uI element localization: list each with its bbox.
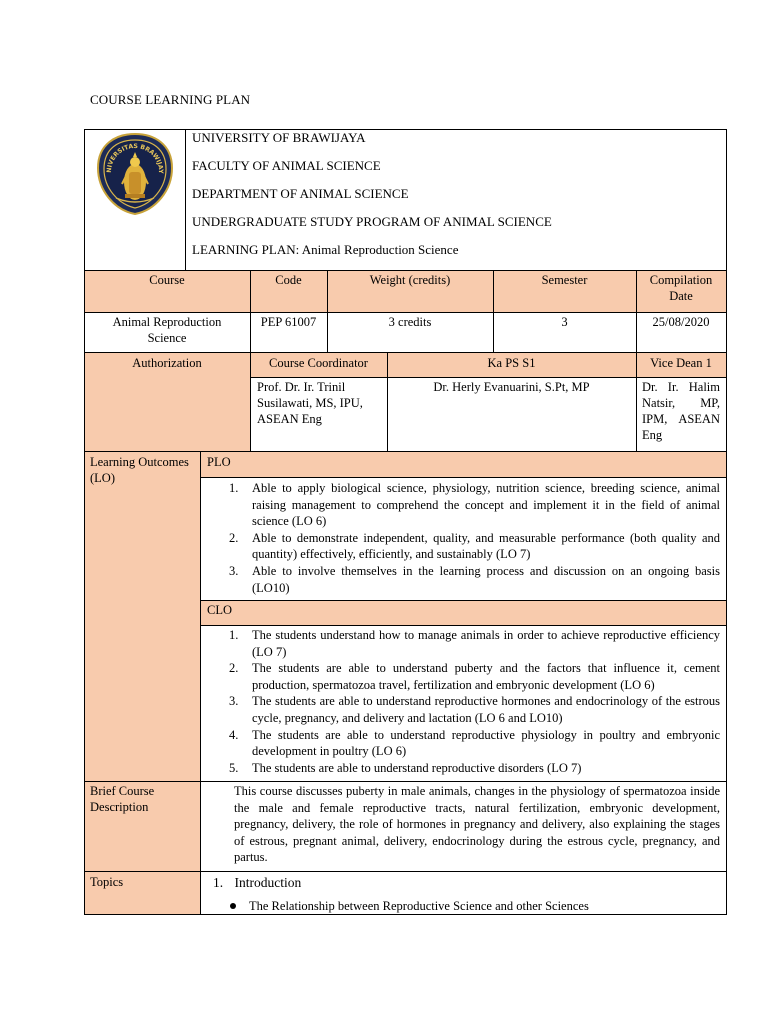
course-header: Course — [149, 273, 185, 287]
plo-item: 1. Able to apply biological science, physiology, nutrition science, breeding science, animal raising management to comprehend the concept and implement it in the field of animal science (LO 6) — [229, 481, 720, 529]
university-name: UNIVERSITY OF BRAWIJAYA — [192, 130, 366, 145]
topic-number: 1. — [213, 875, 224, 890]
clo-label: CLO — [207, 603, 232, 617]
learning-outcomes-label: Learning Outcomes (LO) — [90, 455, 189, 485]
description-label: Brief Course Description — [90, 784, 155, 814]
study-program: UNDERGRADUATE STUDY PROGRAM OF ANIMAL SCIENCE — [192, 214, 552, 229]
clo-item: 2. The students are able to understand puberty and the factors that influence it, cement production, spermatozoa travel, fertilization and embryonic development (LO 6) — [229, 661, 720, 692]
learning-plan-name: Animal Reproduction Science — [301, 242, 459, 257]
code-header: Code — [275, 273, 302, 287]
clo-item-text: The students are able to understand reproductive hormones and endocrinology of the estrous cycle, pregnancy, and delivery and lactation (LO 6 and LO10) — [252, 694, 720, 725]
learning-plan-line — [192, 242, 458, 258]
faculty-name: FACULTY OF ANIMAL SCIENCE — [192, 158, 381, 173]
rule — [185, 129, 186, 271]
clo-list — [200, 627, 720, 776]
plo-item-text: Able to apply biological science, physiology, nutrition science, breeding science, animal raising management to comprehend the concept and implement it in the field of animal science (LO 6) — [252, 481, 720, 529]
department-name: DEPARTMENT OF ANIMAL SCIENCE — [192, 186, 409, 201]
university-logo — [96, 132, 174, 216]
authorization-label: Authorization — [132, 356, 202, 370]
clo-item-text: The students understand how to manage animals in order to achieve reproductive efficiency (LO 7) — [252, 628, 720, 659]
weight-header: Weight (credits) — [369, 273, 451, 287]
semester-header: Semester — [541, 273, 588, 287]
learning-plan-label: LEARNING PLAN: — [192, 242, 300, 257]
plo-item-text: Able to demonstrate independent, quality, and measurable performance (both quality and quantity) effectively, efficiently, and sustainably (LO 7) — [252, 530, 720, 562]
clo-item-text: The students are able to understand puberty and the factors that influence it, cement production, spermatozoa travel, fertilization and embryonic development (LO 6) — [252, 661, 720, 692]
clo-item: 5. The students are able to understand reproductive disorders (LO 7) — [229, 760, 582, 775]
course-coordinator-role: Course Coordinator — [269, 356, 368, 370]
vice-dean-role: Vice Dean 1 — [650, 356, 712, 370]
rule — [200, 625, 727, 626]
semester-value: 3 — [561, 315, 568, 329]
course-code-value: PEP 61007 — [260, 315, 317, 329]
plo-item: 3. Able to involve themselves in the learning process and discussion on an ongoing basis (LO10) — [229, 563, 720, 595]
clo-item: 1. The students understand how to manage animals in order to achieve reproductive efficiency (LO 7) — [229, 628, 720, 659]
topic-title: Introduction — [234, 875, 302, 890]
rule — [84, 451, 727, 452]
rule — [84, 312, 727, 313]
bullet-icon — [230, 903, 236, 909]
vice-dean-name: Dr. Ir. Halim Natsir, MP, IPM, ASEAN Eng — [642, 380, 720, 442]
subtopic-text: The Relationship between Reproductive Science and other Sciences — [249, 899, 589, 913]
course-coordinator-name: Prof. Dr. Ir. Trinil Susilawati, MS, IPU, ASEAN Eng — [257, 380, 363, 426]
plo-label: PLO — [207, 455, 231, 469]
document-title: COURSE LEARNING PLAN — [90, 92, 251, 107]
seal-text: NIVERSITAS BRAWIJAY — [105, 142, 165, 174]
rule — [84, 871, 727, 872]
rule — [84, 352, 727, 353]
rule — [84, 781, 727, 782]
head-of-program-name: Dr. Herly Evanuarini, S.Pt, MP — [433, 380, 590, 394]
university-seal-icon — [96, 132, 174, 216]
subtopic-item — [230, 898, 720, 914]
rule — [200, 600, 727, 601]
compilation-date-value: 25/08/2020 — [652, 315, 710, 329]
rule — [200, 477, 727, 478]
credits-value: 3 credits — [388, 315, 432, 329]
clo-item-text: The students are able to understand reproductive disorders (LO 7) — [252, 760, 582, 775]
rule — [250, 377, 727, 378]
topics-label: Topics — [90, 875, 124, 889]
plo-item-text: Able to involve themselves in the learning process and discussion on an ongoing basis (LO10) — [252, 563, 720, 595]
clo-item: 4. The students are able to understand reproductive physiology in poultry and embryonic development in poultry (LO 6) — [229, 727, 720, 759]
description-text: This course discusses puberty in male animals, changes in the physiology of spermatozoa inside the male and female reproductive tracts, natural fertilization, embryonic development, pregnancy, delivery, the role of hormones in pregnancy and delivery, also explaining the stages of estrous, pregnant animal, delivery, endocrinology during the estrous cycle, pregnancy, and partus. — [234, 784, 720, 865]
compilation-date-header: Compilation Date — [649, 273, 713, 303]
plo-item: 2. Able to demonstrate independent, quality, and measurable performance (both quality and quantity) effectively, efficiently, and sustainably (LO 7) — [229, 530, 720, 562]
head-of-program-role: Ka PS S1 — [487, 356, 536, 370]
plo-list — [200, 480, 720, 596]
topic-item — [213, 875, 713, 891]
rule — [84, 270, 727, 271]
course-name-value: Animal Reproduction Science — [112, 315, 222, 345]
clo-item-text: The students are able to understand reproductive physiology in poultry and embryonic development in poultry (LO 6) — [252, 727, 720, 759]
clo-item: 3. The students are able to understand reproductive hormones and endocrinology of the estrous cycle, pregnancy, and delivery and lactation (LO 6 and LO10) — [229, 694, 720, 725]
